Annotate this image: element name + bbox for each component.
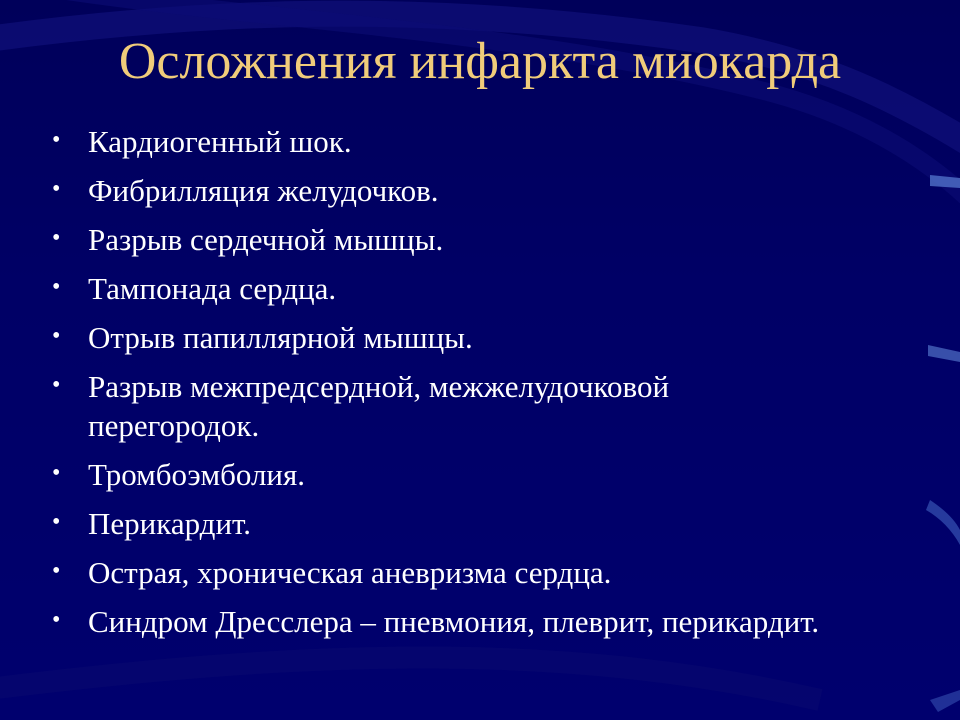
- list-item: [48, 171, 848, 210]
- list-item-text: Разрыв сердечной мышцы.: [88, 222, 444, 257]
- bullet-icon: •: [52, 176, 61, 202]
- list-item-text: Отрыв папиллярной мышцы.: [88, 320, 473, 355]
- list-item: [48, 220, 848, 259]
- list-item-text: Острая, хроническая аневризма сердца.: [88, 555, 612, 590]
- bullet-icon: •: [52, 323, 61, 349]
- list-item-text: Кардиогенный шок.: [88, 124, 352, 159]
- list-item-text: Разрыв межпредсердной, межжелудочковой перегородок.: [88, 369, 670, 443]
- list-item: [48, 318, 848, 357]
- bullet-icon: •: [52, 225, 61, 251]
- bullet-icon: •: [52, 607, 61, 633]
- bullet-icon: •: [52, 460, 61, 486]
- list-item-text: Перикардит.: [88, 506, 252, 541]
- bullet-icon: •: [52, 274, 61, 300]
- list-item: [48, 122, 848, 161]
- complications-list: [48, 122, 848, 651]
- list-item-text: Синдром Дресслера – пневмония, плеврит, перикардит.: [88, 604, 820, 639]
- slide-title: Осложнения инфаркта миокарда: [118, 33, 842, 90]
- bullet-icon: •: [52, 372, 61, 398]
- list-item-text: Фибрилляция желудочков.: [88, 173, 439, 208]
- list-item: [48, 602, 848, 641]
- list-item: [48, 504, 848, 543]
- list-item: [48, 367, 848, 445]
- bullet-icon: •: [52, 127, 61, 153]
- list-item-text: Тромбоэмболия.: [88, 457, 306, 492]
- list-item-text: Тампонада сердца.: [88, 271, 337, 306]
- bullet-icon: •: [52, 558, 61, 584]
- bullet-icon: •: [52, 509, 61, 535]
- list-item: [48, 269, 848, 308]
- list-item: [48, 553, 848, 592]
- list-item: [48, 455, 848, 494]
